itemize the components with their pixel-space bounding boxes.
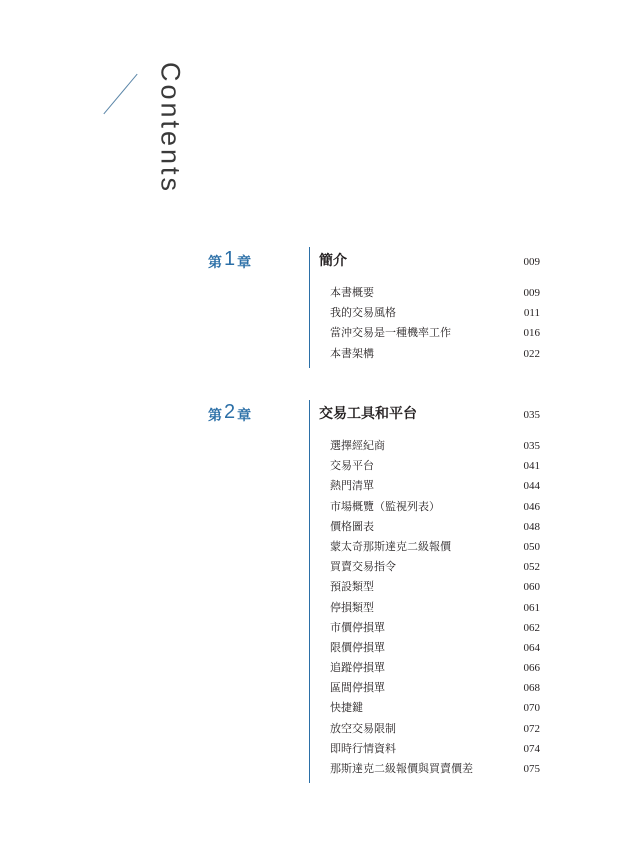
entry-label: 價格圖表 — [330, 519, 374, 533]
toc-entry[interactable] — [330, 739, 540, 759]
entry-label: 追蹤停損單 — [330, 661, 385, 675]
contents-heading: Contents — [155, 61, 186, 195]
entry-label: 放空交易限制 — [330, 721, 396, 735]
entry-page: 066 — [523, 662, 540, 675]
chapter-suffix: 章 — [237, 255, 252, 271]
toc-entry[interactable] — [330, 658, 540, 678]
toc-entry[interactable] — [330, 719, 540, 739]
chapter-entries — [330, 436, 540, 779]
chapter-suffix: 章 — [237, 408, 252, 424]
entry-label: 選擇經紀商 — [330, 439, 385, 452]
chapter-label — [208, 403, 251, 426]
chapter-page: 009 — [523, 256, 540, 268]
entry-page: 060 — [523, 581, 540, 594]
toc-entry[interactable] — [330, 456, 540, 476]
entry-label: 預設類型 — [330, 580, 374, 594]
entry-page: 050 — [523, 540, 540, 553]
toc-entry[interactable] — [330, 476, 540, 496]
entry-label: 蒙太奇那斯達克二級報價 — [330, 539, 451, 553]
entry-label: 那斯達克二級報價與買賣價差 — [330, 762, 473, 775]
entry-label: 買賣交易指令 — [330, 560, 396, 574]
toc-entry[interactable] — [330, 557, 540, 577]
entry-page: 075 — [523, 763, 540, 775]
toc-entry[interactable] — [330, 497, 540, 517]
entry-page: 070 — [523, 702, 540, 715]
toc-entry[interactable] — [330, 638, 540, 658]
toc-entry[interactable] — [330, 678, 540, 698]
chapter-page: 035 — [523, 409, 540, 421]
toc-entry[interactable] — [330, 344, 540, 364]
entry-page: 022 — [523, 347, 540, 360]
entry-page: 009 — [523, 287, 540, 299]
entry-page: 064 — [523, 641, 540, 654]
entry-page: 074 — [523, 742, 540, 755]
chapter-divider-line — [309, 247, 310, 368]
entry-page: 035 — [523, 440, 540, 452]
toc-entry[interactable] — [330, 698, 540, 718]
entry-page: 068 — [523, 682, 540, 695]
entry-label: 我的交易風格 — [330, 306, 396, 320]
entry-page: 011 — [523, 307, 540, 320]
entry-label: 市場概覽（監視列表） — [330, 499, 440, 513]
entry-page: 072 — [523, 722, 540, 735]
toc-entry[interactable] — [330, 759, 540, 779]
chapter-prefix: 第 — [208, 408, 222, 424]
entry-label: 停損類型 — [330, 600, 374, 614]
entry-label: 即時行情資料 — [330, 741, 396, 755]
entry-label: 本書架構 — [330, 346, 374, 360]
toc-entry[interactable] — [330, 283, 540, 303]
chapter-title: 交易工具和平台 — [319, 406, 417, 422]
toc-entry[interactable] — [330, 323, 540, 343]
entry-page: 016 — [523, 327, 540, 340]
chapter-title: 簡介 — [319, 253, 347, 269]
chapter-prefix: 第 — [208, 255, 222, 271]
entry-page: 048 — [523, 520, 540, 533]
chapter-entries — [330, 283, 540, 364]
entry-page: 044 — [523, 480, 540, 493]
entry-label: 交易平台 — [330, 459, 374, 473]
entry-page: 041 — [523, 460, 540, 473]
chapter-divider-line — [309, 400, 310, 783]
entry-label: 市價停損單 — [330, 620, 385, 634]
entry-label: 當沖交易是一種機率工作 — [330, 326, 451, 340]
entry-label: 本書概要 — [330, 286, 374, 299]
toc-entry[interactable] — [330, 577, 540, 597]
chapter-label — [208, 250, 251, 273]
entry-page: 061 — [523, 601, 540, 614]
chapter-number: 2 — [224, 401, 236, 423]
toc-entry[interactable] — [330, 303, 540, 323]
toc-entry[interactable] — [330, 598, 540, 618]
toc-entry[interactable] — [330, 618, 540, 638]
entry-page: 052 — [523, 561, 540, 574]
entry-label: 區間停損單 — [330, 681, 385, 695]
decorative-slash — [103, 74, 137, 114]
entry-label: 限價停損單 — [330, 640, 385, 654]
entry-label: 快捷鍵 — [330, 701, 363, 715]
toc-entry[interactable] — [330, 517, 540, 537]
toc-entry[interactable] — [330, 436, 540, 456]
entry-page: 062 — [523, 621, 540, 634]
entry-page: 046 — [523, 500, 540, 513]
entry-label: 熱門清單 — [330, 479, 374, 493]
toc-entry[interactable] — [330, 537, 540, 557]
chapter-number: 1 — [224, 248, 236, 270]
